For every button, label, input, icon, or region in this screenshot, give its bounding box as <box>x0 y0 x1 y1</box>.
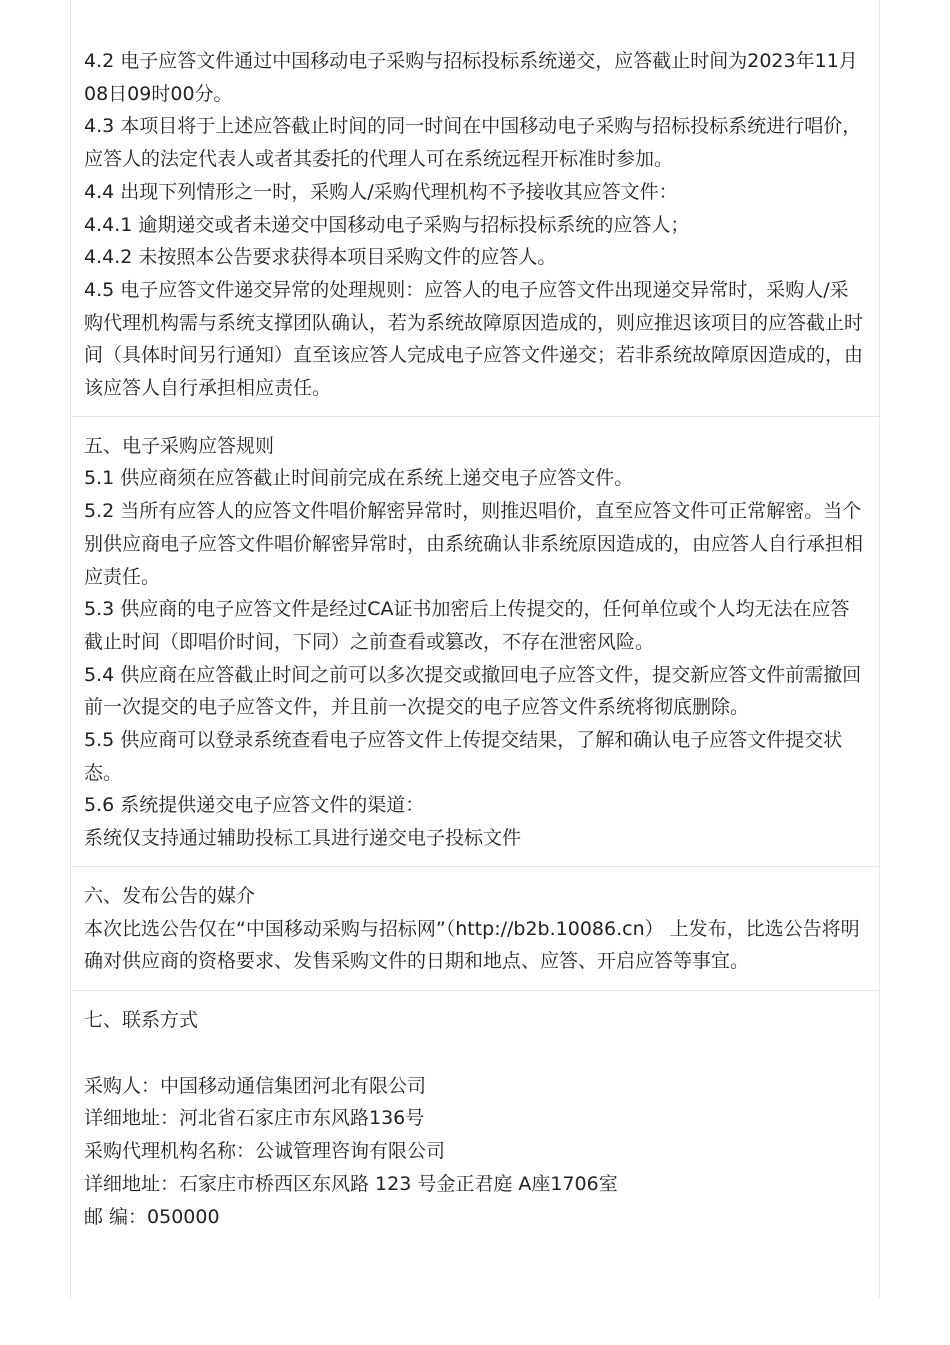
document-page <box>70 0 880 1298</box>
clause-4-4-1: 4.4.1 逾期递交或者未递交中国移动电子采购与招标投标系统的应答人； <box>84 213 690 236</box>
clause-4-2: 4.2 电子应答文件通过中国移动电子采购与招标投标系统递交，应答截止时间为2023年11月08日09时00分。 <box>84 50 858 105</box>
clause-4-4-2: 4.4.2 未按照本公告要求获得本项目采购文件的应答人。 <box>84 246 557 269</box>
clause-5-3: 5.3 供应商的电子应答文件是经过CA证书加密后上传提交的，任何单位或个人均无法在应答截止时间（即唱价时间，下同）之前查看或篡改，不存在泄密风险。 <box>84 598 850 653</box>
contact-agency-address: 详细地址：石家庄市桥西区东风路 123 号金正君庭 A座1706室 <box>84 1172 618 1195</box>
contact-buyer-address: 详细地址：河北省石家庄市东风路136号 <box>84 1107 425 1130</box>
section-title: 五、电子采购应答规则 <box>84 434 275 457</box>
contact-postcode: 邮 编：050000 <box>84 1205 220 1228</box>
section-title: 七、联系方式 <box>84 1008 199 1031</box>
section-publication-media <box>71 867 879 991</box>
clause-4-5: 4.5 电子应答文件递交异常的处理规则：应答人的电子应答文件出现递交异常时，采购人/采购代理机构需与系统支撑团队确认，若为系统故障原因造成的，则应推迟该项目的应答截止时间（具体时间另行通知）直至该应答人完成电子应答文件递交；若非系统故障原因造成的，由该应答人自行承担相应责任。 <box>84 278 864 400</box>
section-title: 六、发布公告的媒介 <box>84 884 256 907</box>
clause-5-5: 5.5 供应商可以登录系统查看电子应答文件上传提交结果，了解和确认电子应答文件提交状态。 <box>84 729 843 784</box>
clause-5-4: 5.4 供应商在应答截止时间之前可以多次提交或撤回电子应答文件，提交新应答文件前需撤回前一次提交的电子应答文件，并且前一次提交的电子应答文件系统将彻底删除。 <box>84 663 862 719</box>
clause-5-2: 5.2 当所有应答人的应答文件唱价解密异常时，则推迟唱价，直至应答文件可正常解密。当个别供应商电子应答文件唱价解密异常时，由系统确认非系统原因造成的，由应答人自行承担相应责任。 <box>84 500 864 588</box>
contact-agency: 采购代理机构名称：公诚管理咨询有限公司 <box>84 1140 446 1163</box>
publication-body: 本次比选公告仅在“中国移动采购与招标网”（http://b2b.10086.cn） 上发布，比选公告将明确对供应商的资格要求、发售采购文件的日期和地点、应答、开启应答等事宜。 <box>84 917 860 973</box>
clause-5-6: 5.6 系统提供递交电子应答文件的渠道： <box>84 794 425 817</box>
clause-4-4: 4.4 出现下列情形之一时，采购人/采购代理机构不予接收其应答文件： <box>84 180 678 203</box>
clause-5-6-note: 系统仅支持通过辅助投标工具进行递交电子投标文件 <box>84 827 522 850</box>
section-submission-rules <box>71 0 879 417</box>
blank-line <box>84 1037 866 1070</box>
section-electronic-rules <box>71 417 879 867</box>
section-contact <box>71 991 879 1233</box>
clause-4-3: 4.3 本项目将于上述应答截止时间的同一时间在中国移动电子采购与招标投标系统进行唱价，应答人的法定代表人或者其委托的代理人可在系统远程开标准时参加。 <box>84 115 862 171</box>
clause-5-1: 5.1 供应商须在应答截止时间前完成在系统上递交电子应答文件。 <box>84 467 634 490</box>
contact-buyer: 采购人：中国移动通信集团河北有限公司 <box>84 1074 427 1097</box>
